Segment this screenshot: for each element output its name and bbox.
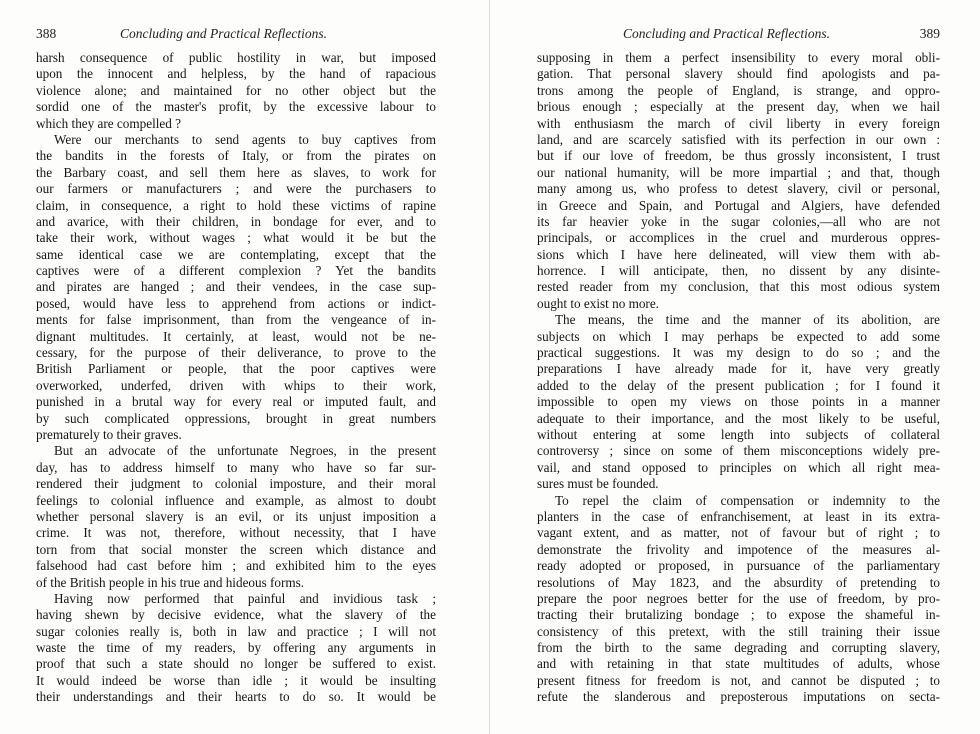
text-line: subjects on which I may perhaps be expected to add some — [537, 328, 940, 344]
text-line: feelings to colonial influence and example, as almost to doubt — [36, 492, 436, 508]
text-line: prematurely to their graves. — [36, 426, 182, 442]
text-line: British Parliament or people, that the poor captives were — [36, 361, 436, 377]
text-line: Having now performed that painful and invidious task ; — [54, 590, 436, 606]
text-line: its far heavier yoke in the sugar colonies,—all who are not — [537, 213, 940, 229]
text-line: claim, in consequence, a right to hold these victims of rapine — [36, 197, 436, 213]
text-line: tracting their brutalizing bondage ; to expose the shameful in- — [537, 607, 940, 623]
text-line: ready adopted or proposed, in pursuance of the parliamentary — [537, 558, 940, 574]
text-line: But an advocate of the unfortunate Negroes, in the present — [54, 443, 436, 459]
text-line: whether personal slavery is an evil, or its unjust imposition a — [36, 508, 436, 524]
text-line: and with retaining in that state multitudes of adults, whose — [537, 656, 940, 672]
text-line: proof that such a state should no longer be suffered to exist. — [36, 656, 436, 672]
text-line: practical suggestions. It was my design to do so ; and the — [537, 345, 940, 361]
text-line: refute the slanderous and preposterous imputations on secta- — [537, 689, 940, 705]
text-line: cessary, for the purpose of their deliverance, to prove to the — [36, 345, 436, 361]
text-line: in Greece and Spain, and Portugal and Algiers, have defended — [537, 197, 940, 213]
text-line: vagant extent, and as matter, not of favour but of right ; to — [537, 525, 940, 541]
text-line: of the British people in his true and hideous forms. — [36, 574, 305, 590]
text-line: prepare the poor negroes better for the use of freedom, by pro- — [537, 590, 940, 606]
text-line: our national humanity, will be more impartial ; and that, though — [537, 164, 940, 180]
text-line: resolutions of May 1823, and the absurdity of pretending to — [537, 574, 940, 590]
text-line: land, and are scarcely satisfied with its perfection in our own : — [537, 131, 940, 147]
text-line: from the birth to the same degrading and corrupting slavery, — [537, 640, 940, 656]
text-line: having shewn by decisive evidence, what the slavery of the — [36, 607, 436, 623]
text-line: falsehood had cast before him ; and exhibited him to the eyes — [36, 558, 436, 574]
text-line: harsh consequence of public hostility in war, but imposed — [36, 50, 436, 65]
text-line: overworked, underfed, driven with whips to their work, — [36, 377, 436, 393]
text-line: ments for false imprisonment, than from the vengeance of in- — [36, 312, 436, 328]
text-line: rested reader from my conclusion, that this most odious system — [537, 279, 940, 295]
text-line: gation. That personal slavery should find apologists and pa- — [537, 66, 940, 82]
text-line: added to the delay of the present publication ; for I found it — [537, 377, 940, 393]
text-line: sugar colonies really is, both in law and practice ; I will not — [36, 623, 436, 639]
text-line: and avarice, with their children, in bondage for ever, and to — [36, 213, 436, 229]
text-line: crime. It was not, therefore, without necessity, that I have — [36, 525, 436, 541]
text-line: trons among the people of England, is strange, and oppro- — [537, 82, 940, 98]
text-line: torn from that social monster the screen which distance and — [36, 541, 436, 557]
text-line: dignant multitudes. It certainly, at least, would not be ne- — [36, 328, 436, 344]
text-line: controversy ; since on some of them misconceptions widely pre- — [537, 443, 940, 459]
text-line: posed, would have less to apprehend from actions or indict- — [36, 295, 436, 311]
page-gutter — [489, 0, 490, 734]
text-line: and pirates are hanged ; and their vendees, in the case sup- — [36, 279, 436, 295]
text-line: vail, and stand opposed to principles on which all right mea- — [537, 459, 940, 475]
text-line: rendered their judgment to colonial imposture, and their moral — [36, 476, 436, 492]
text-line: Were our merchants to send agents to buy captives from — [54, 131, 436, 147]
text-line: To repel the claim of compensation or indemnity to the — [555, 492, 940, 508]
text-line: principals, or accomplices in the cruel and murderous oppres- — [537, 230, 940, 246]
text-line: take their work, without wages ; what would it be but the — [36, 230, 436, 246]
right-page-text — [537, 50, 940, 706]
text-line: our farmers or manufacturers ; and were the purchasers to — [36, 181, 436, 197]
text-line: captives were of a different complexion ? Yet the bandits — [36, 263, 436, 279]
text-line: which they are compelled ? — [36, 115, 181, 131]
text-line: horrence. I will anticipate, then, no dissent by any disinte- — [537, 263, 940, 279]
text-line: adequate to their importance, and the most likely to be useful, — [537, 410, 940, 426]
text-line: punished in a brutal way for every real or imputed fault, and — [36, 394, 436, 410]
text-line: the bandits in the forests of Italy, or from the pirates on — [36, 148, 436, 164]
text-line: preparations I have already made for it, have very greatly — [537, 361, 940, 377]
text-line: impossible to open my views on those points in a manner — [537, 394, 940, 410]
page-number-right: 389 — [919, 26, 940, 41]
text-line: but if our love of freedom, be thus grossly inconsistent, I trust — [537, 148, 940, 164]
text-line: without entering at some length into subjects of collateral — [537, 426, 940, 442]
text-line: consistency of this pretext, with the still training their issue — [537, 623, 940, 639]
text-line: ought to exist no more. — [537, 295, 659, 311]
text-line: waste the time of my readers, by offering any arguments in — [36, 640, 436, 656]
text-line: brious enough ; especially at the present day, when we hail — [537, 99, 940, 115]
text-line: their understandings and their hearts to do so. It would be — [36, 689, 436, 705]
running-head-left: Concluding and Practical Reflections. — [120, 26, 327, 41]
text-line: upon the innocent and helpless, by the hand of rapacious — [36, 66, 436, 82]
text-line: It would indeed be worse than idle ; it would be insulting — [36, 672, 436, 688]
text-line: present fitness for freedom is not, and cannot be disputed ; to — [537, 672, 940, 688]
text-line: many among us, who profess to detest slavery, civil or personal, — [537, 181, 940, 197]
running-head-right: Concluding and Practical Reflections. — [623, 26, 830, 41]
text-line: demonstrate the frivolity and impotence of the measures al- — [537, 541, 940, 557]
text-line: with enthusiasm the march of civil liberty in every foreign — [537, 115, 940, 131]
left-page-header — [36, 26, 436, 44]
text-line: sures must be founded. — [537, 476, 659, 492]
right-page — [537, 26, 940, 706]
text-line: planters in the case of enfranchisement, at least in its extra- — [537, 508, 940, 524]
text-line: sordid one of the master's profit, by the excessive labour to — [36, 99, 436, 115]
text-line: The means, the time and the manner of its abolition, are — [555, 312, 940, 328]
text-line: supposing in them a perfect insensibility to every moral obli- — [537, 50, 940, 65]
text-line: by such complicated oppressions, brought in great numbers — [36, 410, 436, 426]
left-page-text — [36, 50, 436, 706]
text-line: violence alone; and maintained for no other object but the — [36, 82, 436, 98]
text-line: same identical case we are contemplating, except that the — [36, 246, 436, 262]
page-number-left: 388 — [36, 26, 57, 41]
text-line: day, has to address himself to many who have so far sur- — [36, 459, 436, 475]
left-page — [36, 26, 436, 706]
text-line: the Barbary coast, and sell them here as slaves, to work for — [36, 164, 436, 180]
right-page-header — [537, 26, 940, 44]
text-line: sions which I have here delineated, will view them with ab- — [537, 246, 940, 262]
